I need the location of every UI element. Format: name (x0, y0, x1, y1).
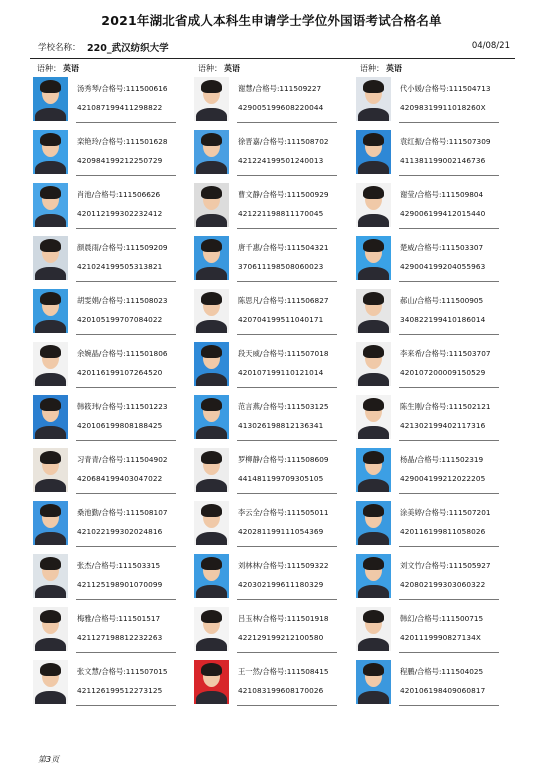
candidate-name-and-number: 谢莹/合格号:111509804 (400, 190, 484, 199)
candidate-photo (194, 395, 229, 439)
candidate-id-number: 421125198901070099 (77, 580, 163, 589)
candidate-name-and-number: 肖池/合格号:111506626 (77, 190, 161, 199)
candidate-name-and-number: 唐千惠/合格号:111504321 (238, 243, 329, 252)
candidate-id-number: 420984199212250729 (77, 156, 163, 165)
candidate-name-and-number: 段天威/合格号:111507018 (238, 349, 329, 358)
entry-divider (76, 546, 176, 547)
candidate-id-number: 420107200009150529 (400, 368, 486, 377)
candidate-id-number: 340822199410186014 (400, 315, 486, 324)
candidate-entry (33, 448, 208, 501)
photo-hair (40, 451, 61, 464)
candidate-name-and-number: 习青青/合格号:111504902 (77, 455, 168, 464)
candidate-photo (194, 183, 229, 227)
candidate-name-and-number: 李来希/合格号:111503707 (400, 349, 491, 358)
photo-shoulders (358, 267, 389, 280)
candidate-name-and-number: 韩幻/合格号:111500715 (400, 614, 484, 623)
photo-hair (40, 345, 61, 358)
candidate-id-number: 441481199709305105 (238, 474, 324, 483)
candidate-entry (33, 77, 208, 130)
entry-divider (237, 546, 337, 547)
entry-divider (76, 175, 176, 176)
candidate-photo (33, 448, 68, 492)
candidate-photo (356, 342, 391, 386)
candidate-id-number: 420112199302232412 (77, 209, 163, 218)
photo-hair (363, 292, 384, 305)
candidate-entry (194, 77, 369, 130)
candidate-entry (356, 130, 531, 183)
candidate-entry (356, 554, 531, 607)
candidate-name-and-number: 栾艳玲/合格号:111501628 (77, 137, 168, 146)
candidate-photo (33, 289, 68, 333)
photo-hair (201, 504, 222, 517)
entry-divider (237, 228, 337, 229)
candidate-id-number: 420802199303060322 (400, 580, 486, 589)
candidate-id-number: 411381199002146736 (400, 156, 486, 165)
candidate-photo (194, 130, 229, 174)
photo-shoulders (35, 638, 66, 651)
photo-hair (363, 504, 384, 517)
photo-hair (363, 345, 384, 358)
candidate-name-and-number: 涂美婷/合格号:111507201 (400, 508, 491, 517)
candidate-name-and-number: 代小媛/合格号:111504713 (400, 84, 491, 93)
photo-hair (201, 80, 222, 93)
candidate-photo (194, 236, 229, 280)
candidate-entry (194, 183, 369, 236)
candidate-photo (194, 501, 229, 545)
candidate-id-number: 422129199212100580 (238, 633, 324, 642)
photo-hair (363, 610, 384, 623)
candidate-id-number: 42011199908271​34X (400, 633, 481, 642)
candidate-id-number: 420302199611180329 (238, 580, 324, 589)
candidate-photo (194, 448, 229, 492)
candidate-photo (194, 660, 229, 704)
entry-divider (399, 175, 499, 176)
candidate-photo (194, 554, 229, 598)
candidate-id-number: 421126199512273125 (77, 686, 163, 695)
candidate-photo (356, 607, 391, 651)
entry-divider (399, 281, 499, 282)
photo-shoulders (196, 585, 227, 598)
language-row (33, 61, 208, 73)
candidate-photo (356, 501, 391, 545)
candidate-entry (33, 289, 208, 342)
candidate-id-number: 429004199204055963 (400, 262, 486, 271)
photo-shoulders (196, 479, 227, 492)
candidate-name-and-number: 杨晶/合格号:111502319 (400, 455, 484, 464)
entry-divider (399, 705, 499, 706)
entry-divider (76, 387, 176, 388)
entry-divider (399, 387, 499, 388)
candidate-photo (356, 395, 391, 439)
candidate-name-and-number: 胡雯娟/合格号:111508023 (77, 296, 168, 305)
candidate-name-and-number: 张杰/合格号:111503315 (77, 561, 161, 570)
candidate-photo (356, 236, 391, 280)
candidate-id-number: 429006199412015440 (400, 209, 486, 218)
candidate-entry (194, 448, 369, 501)
entry-divider (399, 599, 499, 600)
entry-divider (76, 122, 176, 123)
photo-hair (201, 186, 222, 199)
roster-column-1 (33, 61, 208, 761)
candidate-entry (194, 236, 369, 289)
candidate-entry (33, 236, 208, 289)
candidate-id-number: 420107199110121014 (238, 368, 324, 377)
entry-divider (399, 493, 499, 494)
entry-divider (399, 122, 499, 123)
candidate-entry (194, 554, 369, 607)
entry-divider (237, 334, 337, 335)
entry-divider (237, 493, 337, 494)
candidate-entry (356, 342, 531, 395)
entry-divider (399, 334, 499, 335)
candidate-id-number: 420116199107264520 (77, 368, 163, 377)
candidate-entry (356, 607, 531, 660)
candidate-photo (356, 289, 391, 333)
entry-divider (237, 705, 337, 706)
candidate-name-and-number: 范言燕/合格号:111503125 (238, 402, 329, 411)
entry-divider (76, 599, 176, 600)
photo-hair (363, 663, 384, 676)
photo-hair (363, 133, 384, 146)
roster-column-3 (356, 61, 531, 761)
candidate-name-and-number: 桑池勤/合格号:111508107 (77, 508, 168, 517)
photo-shoulders (196, 108, 227, 121)
language-value: 英语 (63, 64, 79, 73)
photo-hair (40, 80, 61, 93)
language-row (356, 61, 531, 73)
photo-shoulders (35, 691, 66, 704)
candidate-photo (356, 554, 391, 598)
candidate-photo (33, 660, 68, 704)
candidate-entry (194, 130, 369, 183)
photo-hair (363, 239, 384, 252)
photo-shoulders (358, 638, 389, 651)
photo-shoulders (35, 532, 66, 545)
photo-shoulders (35, 214, 66, 227)
photo-hair (40, 186, 61, 199)
candidate-photo (356, 448, 391, 492)
photo-shoulders (196, 320, 227, 333)
candidate-entry (356, 395, 531, 448)
candidate-name-and-number: 王一然/合格号:111508415 (238, 667, 329, 676)
photo-shoulders (35, 161, 66, 174)
candidate-photo (33, 501, 68, 545)
language-label: 语种： (360, 64, 384, 73)
candidate-entry (33, 501, 208, 554)
school-name: 220_武汉纺织大学 (87, 43, 169, 54)
candidate-id-number: 420106199808188425 (77, 421, 163, 430)
photo-hair (363, 398, 384, 411)
candidate-entry (33, 554, 208, 607)
candidate-name-and-number: 刘文竹/合格号:111505927 (400, 561, 491, 570)
candidate-name-and-number: 颜晨雨/合格号:111509209 (77, 243, 168, 252)
language-label: 语种： (198, 64, 222, 73)
page-title: 2021年湖北省成人本科生申请学士学位外国语考试合格名单 (101, 13, 442, 28)
candidate-id-number: 421127198812232263 (77, 633, 163, 642)
document-date: 04/08/21 (471, 41, 510, 51)
candidate-entry (33, 183, 208, 236)
header-divider (30, 58, 515, 59)
photo-shoulders (196, 638, 227, 651)
photo-hair (201, 292, 222, 305)
photo-shoulders (358, 320, 389, 333)
candidate-id-number: 420106198409060817 (400, 686, 486, 695)
photo-hair (201, 610, 222, 623)
candidate-photo (194, 77, 229, 121)
photo-hair (201, 557, 222, 570)
candidate-entry (194, 607, 369, 660)
candidate-entry (356, 289, 531, 342)
candidate-photo (194, 607, 229, 651)
photo-shoulders (196, 267, 227, 280)
candidate-id-number: 420704199511040171 (238, 315, 324, 324)
candidate-photo (33, 130, 68, 174)
candidate-name-and-number: 梅雅/合格号:111501517 (77, 614, 161, 623)
candidate-photo (33, 77, 68, 121)
candidate-photo (356, 660, 391, 704)
candidate-id-number: 413026198812136341 (238, 421, 324, 430)
candidate-id-number: 421022199302024816 (77, 527, 163, 536)
entry-divider (237, 387, 337, 388)
language-value: 英语 (224, 64, 240, 73)
candidate-id-number: 421087199411298822 (77, 103, 163, 112)
candidate-id-number: 421221198811170045 (238, 209, 324, 218)
candidate-name-and-number: 袁红振/合格号:111507309 (400, 137, 491, 146)
candidate-entry (356, 501, 531, 554)
candidate-photo (356, 130, 391, 174)
candidate-entry (194, 289, 369, 342)
photo-shoulders (35, 426, 66, 439)
candidate-name-and-number: 余婉晶/合格号:111501806 (77, 349, 168, 358)
candidate-name-and-number: 汤秀琴/合格号:111500616 (77, 84, 168, 93)
candidate-entry (194, 501, 369, 554)
candidate-id-number: 421024199505313821 (77, 262, 163, 271)
photo-shoulders (35, 320, 66, 333)
entry-divider (237, 175, 337, 176)
entry-divider (76, 228, 176, 229)
candidate-entry (356, 183, 531, 236)
candidate-photo (356, 183, 391, 227)
photo-hair (201, 133, 222, 146)
entry-divider (237, 122, 337, 123)
photo-shoulders (35, 108, 66, 121)
candidate-entry (356, 660, 531, 713)
candidate-entry (356, 77, 531, 130)
candidate-id-number: 420105199707084022 (77, 315, 163, 324)
candidate-id-number: 421302199402117316 (400, 421, 486, 430)
candidate-id-number: 420281199111054369 (238, 527, 324, 536)
photo-hair (201, 239, 222, 252)
candidate-name-and-number: 刘林林/合格号:111509322 (238, 561, 329, 570)
candidate-photo (33, 342, 68, 386)
entry-divider (399, 440, 499, 441)
candidate-name-and-number: 程鹏/合格号:111504025 (400, 667, 484, 676)
photo-shoulders (358, 585, 389, 598)
candidate-entry (33, 342, 208, 395)
candidate-name-and-number: 李云全/合格号:111505011 (238, 508, 329, 517)
photo-shoulders (196, 532, 227, 545)
photo-shoulders (35, 479, 66, 492)
photo-hair (201, 663, 222, 676)
candidate-name-and-number: 曹文静/合格号:111500929 (238, 190, 329, 199)
candidate-entry (33, 395, 208, 448)
photo-hair (363, 451, 384, 464)
photo-shoulders (358, 373, 389, 386)
candidate-name-and-number: 楚威/合格号:111503307 (400, 243, 484, 252)
candidate-name-and-number: 吕玉林/合格号:111501918 (238, 614, 329, 623)
entry-divider (76, 705, 176, 706)
candidate-id-number: 420684199403047022 (77, 474, 163, 483)
photo-shoulders (196, 214, 227, 227)
entry-divider (399, 228, 499, 229)
entry-divider (237, 652, 337, 653)
candidate-entry (194, 342, 369, 395)
candidate-id-number: 429005199608220044 (238, 103, 324, 112)
candidate-entry (194, 660, 369, 713)
photo-hair (363, 80, 384, 93)
photo-shoulders (35, 585, 66, 598)
photo-hair (40, 239, 61, 252)
photo-shoulders (358, 161, 389, 174)
entry-divider (237, 440, 337, 441)
photo-shoulders (196, 161, 227, 174)
photo-shoulders (196, 691, 227, 704)
candidate-name-and-number: 郝山/合格号:111500905 (400, 296, 484, 305)
entry-divider (76, 334, 176, 335)
photo-shoulders (358, 532, 389, 545)
entry-divider (76, 493, 176, 494)
candidate-photo (194, 289, 229, 333)
candidate-name-and-number: 韩筱玮/合格号:111501223 (77, 402, 168, 411)
candidate-entry (356, 448, 531, 501)
language-value: 英语 (386, 64, 402, 73)
candidate-photo (33, 236, 68, 280)
candidate-entry (33, 660, 208, 713)
photo-hair (201, 398, 222, 411)
candidate-entry (194, 395, 369, 448)
candidate-name-and-number: 陈思凡/合格号:111506827 (238, 296, 329, 305)
photo-shoulders (358, 691, 389, 704)
candidate-photo (33, 554, 68, 598)
candidate-photo (356, 77, 391, 121)
photo-hair (40, 292, 61, 305)
photo-shoulders (196, 373, 227, 386)
school-label: 学校名称： (38, 43, 81, 53)
photo-shoulders (358, 479, 389, 492)
photo-shoulders (358, 426, 389, 439)
photo-hair (363, 557, 384, 570)
candidate-id-number: 420116199811058026 (400, 527, 486, 536)
photo-hair (40, 557, 61, 570)
candidate-name-and-number: 罗柳静/合格号:111508609 (238, 455, 329, 464)
candidate-photo (33, 183, 68, 227)
candidate-id-number: 421224199501240013 (238, 156, 324, 165)
photo-shoulders (358, 214, 389, 227)
photo-hair (363, 186, 384, 199)
entry-divider (76, 652, 176, 653)
entry-divider (399, 546, 499, 547)
candidate-id-number: 429004199212022205 (400, 474, 486, 483)
candidate-photo (33, 607, 68, 651)
photo-hair (40, 133, 61, 146)
candidate-name-and-number: 陈生刚/合格号:111502121 (400, 402, 491, 411)
candidate-name-and-number: 谢慧/合格号:111509227 (238, 84, 322, 93)
photo-shoulders (196, 426, 227, 439)
candidate-entry (356, 236, 531, 289)
candidate-id-number: 370611198508060023 (238, 262, 324, 271)
entry-divider (399, 652, 499, 653)
entry-divider (76, 440, 176, 441)
photo-hair (201, 451, 222, 464)
candidate-photo (194, 342, 229, 386)
school-info-row (38, 41, 510, 55)
candidate-name-and-number: 张文慧/合格号:111507015 (77, 667, 168, 676)
photo-shoulders (35, 373, 66, 386)
photo-hair (40, 610, 61, 623)
candidate-name-and-number: 徐晋嘉/合格号:111508702 (238, 137, 329, 146)
candidate-photo (33, 395, 68, 439)
photo-hair (40, 504, 61, 517)
entry-divider (237, 281, 337, 282)
entry-divider (76, 281, 176, 282)
candidate-id-number: 421083199608170026 (238, 686, 324, 695)
photo-hair (201, 345, 222, 358)
language-row (194, 61, 369, 73)
candidate-entry (33, 130, 208, 183)
candidate-id-number: 42098319911018260X (400, 103, 486, 112)
candidate-entry (33, 607, 208, 660)
photo-shoulders (358, 108, 389, 121)
photo-shoulders (35, 267, 66, 280)
page-number: 第3页 (38, 755, 60, 764)
entry-divider (237, 599, 337, 600)
photo-hair (40, 398, 61, 411)
photo-hair (40, 663, 61, 676)
roster-column-2 (194, 61, 369, 761)
language-label: 语种： (37, 64, 61, 73)
